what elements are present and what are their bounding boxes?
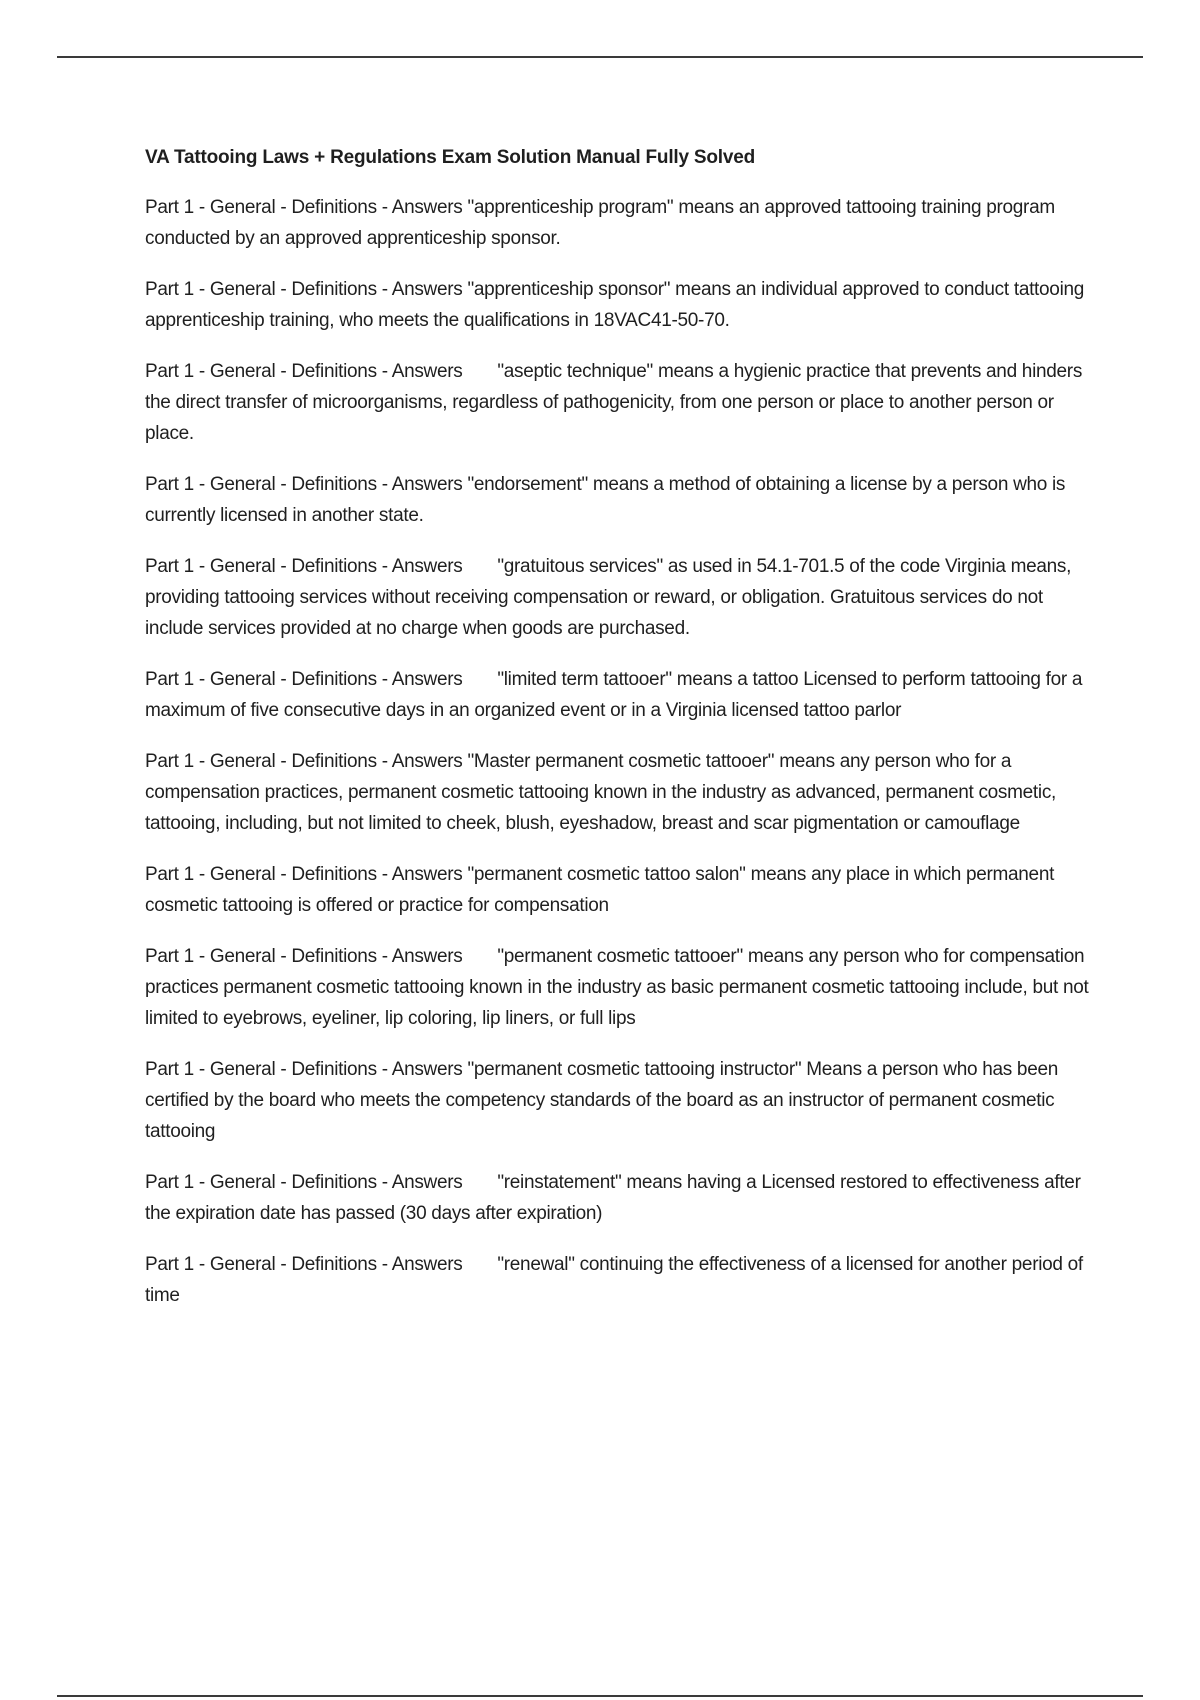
entry-prefix: Part 1 - General - Definitions - Answers xyxy=(145,361,498,382)
document-body xyxy=(145,144,1090,1331)
definition-entry xyxy=(145,664,1090,726)
definition-entry xyxy=(145,1249,1090,1311)
definition-entry xyxy=(145,746,1090,839)
entry-text: "permanent cosmetic tattooer" means any person who for compensation practices permanent cosmetic tattooing known in the industry as basic permanent cosmetic tattooing include, but not limited to eyebrows, eyeliner, lip coloring, lip liners, or full lips xyxy=(145,946,1089,1029)
definition-entry xyxy=(145,192,1090,254)
entry-prefix: Part 1 - General - Definitions - Answers xyxy=(145,197,468,218)
entry-prefix: Part 1 - General - Definitions - Answers xyxy=(145,474,468,495)
entry-text: "endorsement" means a method of obtaining a license by a person who is currently licensed in another state. xyxy=(145,474,1066,526)
entry-prefix: Part 1 - General - Definitions - Answers xyxy=(145,864,468,885)
definition-entry xyxy=(145,859,1090,921)
definition-entry xyxy=(145,469,1090,531)
entry-prefix: Part 1 - General - Definitions - Answers xyxy=(145,1254,498,1275)
entry-text: "gratuitous services" as used in 54.1-701.5 of the code Virginia means, providing tattooing services without receiving compensation or reward, or obligation. Gratuitous services do not include services provided at no charge when goods are purchased. xyxy=(145,556,1072,639)
entry-text: "apprenticeship sponsor" means an individual approved to conduct tattooing apprenticeship training, who meets the qualifications in 18VAC41-50-70. xyxy=(145,279,1085,331)
entry-prefix: Part 1 - General - Definitions - Answers xyxy=(145,669,498,690)
header-rule xyxy=(57,56,1143,58)
entry-prefix: Part 1 - General - Definitions - Answers xyxy=(145,946,498,967)
entry-text: "aseptic technique" means a hygienic practice that prevents and hinders the direct transfer of microorganisms, regardless of pathogenicity, from one person or place to another person or place. xyxy=(145,361,1083,444)
definition-entry xyxy=(145,1054,1090,1147)
entry-text: "Master permanent cosmetic tattooer" means any person who for a compensation practices, permanent cosmetic tattooing known in the industry as advanced, permanent cosmetic, tattooing, including, but not limited to cheek, blush, eyeshadow, breast and scar pigmentation or camouflage xyxy=(145,751,1057,834)
entry-prefix: Part 1 - General - Definitions - Answers xyxy=(145,1172,498,1193)
entry-text: "apprenticeship program" means an approved tattooing training program conducted by an approved apprenticeship sponsor. xyxy=(145,197,1055,249)
definition-entry xyxy=(145,551,1090,644)
entry-text: "permanent cosmetic tattooing instructor" Means a person who has been certified by the board who meets the competency standards of the board as an instructor of permanent cosmetic tattooing xyxy=(145,1059,1059,1142)
entry-prefix: Part 1 - General - Definitions - Answers xyxy=(145,279,468,300)
entry-prefix: Part 1 - General - Definitions - Answers xyxy=(145,556,498,577)
document-title: VA Tattooing Laws + Regulations Exam Solution Manual Fully Solved xyxy=(145,147,756,168)
definition-entry xyxy=(145,1167,1090,1229)
definition-entry xyxy=(145,941,1090,1034)
footer-rule xyxy=(57,1695,1143,1697)
entry-prefix: Part 1 - General - Definitions - Answers xyxy=(145,1059,468,1080)
entry-text: "renewal" continuing the effectiveness of a licensed for another period of time xyxy=(145,1254,1083,1306)
entry-text: "permanent cosmetic tattoo salon" means any place in which permanent cosmetic tattooing is offered or practice for compensation xyxy=(145,864,1055,916)
definition-entry xyxy=(145,274,1090,336)
entry-prefix: Part 1 - General - Definitions - Answers xyxy=(145,751,468,772)
entry-text: "reinstatement" means having a Licensed restored to effectiveness after the expiration date has passed (30 days after expiration) xyxy=(145,1172,1081,1224)
definition-entry xyxy=(145,356,1090,449)
entry-text: "limited term tattooer" means a tattoo Licensed to perform tattooing for a maximum of five consecutive days in an organized event or in a Virginia licensed tattoo parlor xyxy=(145,669,1083,721)
